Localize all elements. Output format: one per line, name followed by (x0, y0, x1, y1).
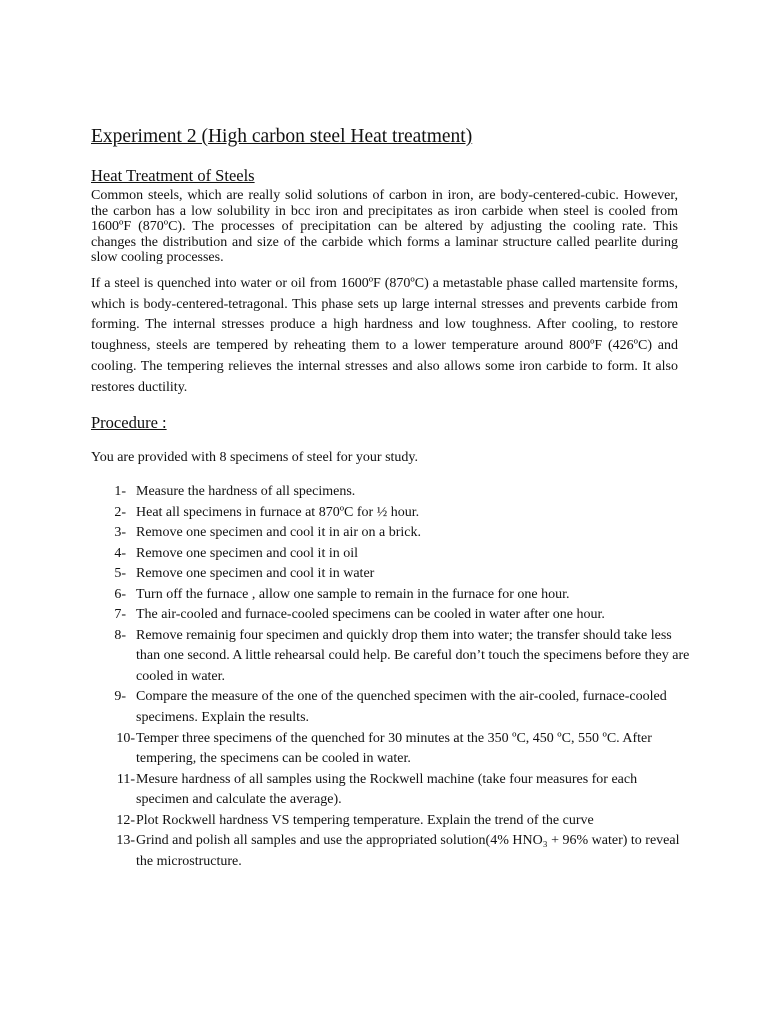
step-number: 1- (114, 484, 126, 499)
step-number: 4- (114, 545, 126, 561)
step-text: Compare the measure of the one of the quenched specimen with the air-cooled, furnace-cooled specimens. Explain the results. (136, 689, 667, 726)
step-text: Remove one specimen and cool it in oil (136, 545, 359, 561)
heat-treatment-heading: Heat Treatment of Steels (91, 166, 255, 185)
procedure-step-7 (91, 605, 691, 626)
procedure-step-11 (91, 770, 691, 811)
step-number: 9- (114, 689, 126, 705)
procedure-steps-list (91, 482, 691, 872)
step-number: 5- (114, 566, 126, 582)
step-number: 3- (114, 525, 126, 541)
step-number: 13- (116, 833, 135, 849)
procedure-step-4 (91, 544, 691, 565)
step-text: Mesure hardness of all samples using the Rockwell machine (take four measures for each specimen and calculate the average). (136, 771, 638, 808)
step-number: 10- (116, 730, 135, 746)
procedure-heading: Procedure : (91, 413, 167, 432)
procedure-step-13 (91, 831, 691, 872)
procedure-intro: You are provided with 8 specimens of steel for your study. (91, 450, 419, 465)
document-title: Experiment 2 (High carbon steel Heat treatment) (91, 126, 473, 147)
step-number: 8- (114, 627, 126, 643)
step-text: Remove one specimen and cool it in water (136, 566, 375, 582)
step-text: Remove one specimen and cool it in air on a brick. (136, 525, 421, 541)
step-number: 2- (114, 504, 126, 520)
step-text: Remove remainig four specimen and quickly drop them into water; the transfer should take less than one second. A little rehearsal could help. Be careful don’t touch the specimens before they are cooled in water. (136, 627, 690, 684)
heat-treatment-paragraph-2: If a steel is quenched into water or oil from 1600ºF (870ºC) a metastable phase called martensite forms, which is body-centered-tetragonal. This phase sets up large internal stresses and prevents carbide from forming. The internal stresses produce a high hardness and low toughness. After cooling, to restore toughness, steels are tempered by reheating them to a lower temperature around 800ºF (426ºC) and cooling. The tempering relieves the internal stresses and also allows some iron carbide to form. It also restores ductility. (91, 276, 678, 395)
step-text: Grind and polish all samples and use the appropriated solution(4% HNO₃ + 96% water) to reveal the microstructure. (136, 833, 680, 869)
step-text: Measure the hardness of all specimens. (136, 484, 356, 499)
step-text: Temper three specimens of the quenched for 30 minutes at the 350 ºC, 450 ºC, 550 ºC. After tempering, the specimens can be cooled in water. (136, 730, 652, 767)
procedure-step-3 (91, 523, 691, 544)
procedure-step-1 (91, 482, 691, 503)
step-number: 7- (114, 607, 126, 623)
step-text: Turn off the furnace , allow one sample to remain in the furnace for one hour. (136, 586, 570, 602)
step-number: 6- (114, 586, 126, 602)
procedure-step-12 (91, 811, 691, 832)
procedure-step-10 (91, 729, 691, 770)
heat-treatment-paragraph-1: Common steels, which are really solid solutions of carbon in iron, are body-centered-cubic. However, the carbon has a low solubility in bcc iron and precipitates as iron carbide when steel is cooled from 1600ºF (870ºC). The processes of precipitation can be altered by adjusting the cooling rate. This changes the distribution and size of the carbide which forms a laminar structure called pearlite during slow cooling processes. (91, 188, 678, 266)
step-text: Heat all specimens in furnace at 870ºC for ½ hour. (136, 504, 420, 520)
step-number: 11- (116, 771, 135, 787)
procedure-step-8 (91, 626, 691, 688)
procedure-step-9 (91, 687, 691, 728)
step-text: Plot Rockwell hardness VS tempering temperature. Explain the trend of the curve (136, 812, 594, 828)
procedure-step-5 (91, 564, 691, 585)
procedure-step-6 (91, 585, 691, 606)
step-text: The air-cooled and furnace-cooled specimens can be cooled in water after one hour. (136, 607, 605, 623)
procedure-step-2 (91, 503, 691, 524)
step-number: 12- (116, 812, 135, 828)
